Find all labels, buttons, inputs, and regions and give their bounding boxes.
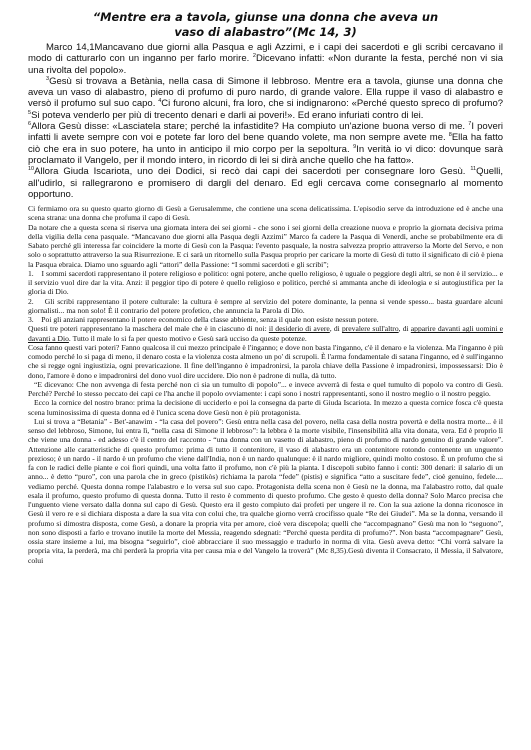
commentary-paragraph: Ci fermiamo ora su questo quarto giorno di Gesù a Gerusalemme, che contiene una scena delicatissima. L'episodio serve da introduzione ed è anche una scena strana: una donna che profuma il capo di Gesù. bbox=[28, 204, 503, 223]
verse-4: Ci furono alcuni, fra loro, che si indignarono: «Perché questo spreco di profumo? bbox=[161, 98, 504, 110]
gospel-paragraph bbox=[28, 76, 503, 121]
commentary-paragraph bbox=[28, 324, 503, 343]
list-item-text: Gli scribi rappresentano il potere culturale: la cultura è sempre al servizio del potere dominante, la penna si vende spesso... basta guardare alcuni giornalisti... ma non solo! È il contrario del potere profetico, che annuncia la Parola di Dio. bbox=[28, 296, 504, 315]
gospel-passage bbox=[28, 42, 503, 200]
verse-number: 2 bbox=[252, 53, 256, 60]
verse-number: 9 bbox=[353, 143, 357, 150]
gospel-paragraph bbox=[28, 42, 503, 76]
verse-number: 7 bbox=[468, 120, 472, 127]
list-number: 1. bbox=[28, 268, 34, 278]
commentary-paragraph: Ecco la cornice del nostro brano: prima la decisione di ucciderlo e poi la consegna da parte di Giuda Iscariota. In mezzo a questa cornice fosca c'è questa scena luminosissima di questa donna ed è l'unica scena dove Gesù non è più protagonista. bbox=[28, 398, 503, 417]
verse-number: 6 bbox=[28, 120, 32, 127]
gospel-paragraph bbox=[28, 121, 503, 166]
text-run: , di bbox=[398, 324, 411, 334]
commentary-paragraph: Lui si trova a “Betania” - Bet'-anawim - “la casa del povero”: Gesù entra nella casa del povero, nella casa della nostra povertà e della nostra morte... è il senso del lebbroso, Simone, lui entra lì, “nella casa di Simone il lebbroso”: la lebbra è la morte visibile, l'insensibilità alla vita donata, vera. Ed è proprio lì che viene una donna - ed adesso c'è il centro del racconto - “una donna con un vasetto di alabastro, pieno di profumo di nardo genuino di grande valore”. Attenzione alle caratteristiche di questo profumo: prima di tutto il contenitore, il vaso di alabastro era un contenitore rotondo contenente un unguento prezioso; è un nardo - il nardo è un profumo che viene dall'India, non è un nardo qualunque: è il nardo migliore, quindi molto costoso. È un profumo che si fa con le radici delle piante e coi fiori quindi, una volta fatto il profumo, non c'è più la pianta. I discepoli subito fanno i conti: 300 denari: il salario di un anno... è detto “puro”, con una parola che in greco (pistikòs) richiama la parola “fede” (pistis) e significa “atto a suscitare fede”, cioè genuino, fedele.... vediamo perché. Questa donna rompe l'alabastro e lo versa sul suo capo. Protagonista della scena non è Gesù ne la donna, ma l'alabastro rotto, dal quale esala il profumo, questo profumo di questa donna. Tutto il resto è commento di questo profumo. Che gesto è questo della donna? Solo Marco precisa che l'unguento viene versato dalla donna sul capo di Gesù. Questo era il gesto compiuto dai profeti per ungere il re. Con la sua azione la donna riconosce in Gesù il vero re e si dichiara disposta a dare la sua vita con colui che, tra qualche giorno verrà crocifisso quale “Re dei Giudei”. Ma se la donna, versando il profumo si dimostra disposta, come Gesù, a donare la propria vita per amore, cioè vera discepola; quelli che “accompagnano” Gesù ma non lo “seguono”, non sono disposti a farlo e trovano inutile la morte del Messia, reagendo sdegnati: “Perché questa perdita di profumo?”. Non basta “accompagnare” Gesù, ossia stare insieme a lui, ma bisogna “seguirlo”, cioè abbracciare il suo messaggio e tradurlo in norma di vita. Gesù aveva detto: “Chi vorrà salvare la propria vita, la perderà, ma chi perderà la propria vita per causa mia e del Vangelo la troverà” (Mc 8,35).Gesù diventa il Consacrato, il Messia, il Salvatore, colui bbox=[28, 416, 503, 565]
verse-number: 10 bbox=[28, 166, 35, 173]
document-title bbox=[28, 10, 503, 39]
gospel-reference: Marco 14,1 bbox=[46, 42, 95, 53]
title-line-1: “Mentre era a tavola, giunse una donna che aveva un bbox=[92, 10, 439, 24]
verse-number: 8 bbox=[448, 132, 452, 139]
verse-6: Allora Gesù disse: «Lasciatela stare; perché la infastidite? Ha compiuto un'azione buona verso di me. bbox=[31, 121, 466, 133]
list-item bbox=[28, 269, 503, 297]
commentary-paragraph: Da notare che a questa scena si riserva una giornata intera dei sei giorni - che sono i sei giorni della creazione nuova e proprio la giornata decisiva prima della vigilia della cena pasquale. “Mancavano due giorni alla Pasqua degli Azzimi” Marco fa cadere la Pasqua di Venerdì, anche se probabilmente era di Sabato perché gli interessa far coincidere la morte di Gesù con la Pasqua: l'evento pasquale, la nostra salvezza proprio attraverso la Morte del Servo, e non solo o soprattutto attraverso la sua Risurrezione. E ci sarà un ritornello sulla Pasqua proprio per caricare la morte di Gesù di tutto il significato di ciò è piena la Pasqua ebraica. Diamo uno sguardo agli “attori” della Passione: “I sommi sacerdoti e gli scribi”; bbox=[28, 222, 503, 269]
list-item-text: Poi gli anziani rappresentano il potere economico della classe abbiente, senza il quale non esiste nessun potere. bbox=[41, 315, 379, 325]
commentary-paragraph: “E dicevano: Che non avvenga di festa perché non ci sia un tumulto di popolo”... e invece avverrà di festa e quel tumulto di popolo va contro di Gesù. Perché? Perché lo stesso peccato dei capi ce l'ha anche il popolo ovviamente: i capi sono i nostri rappresentanti, sono il nostro meglio o il nostro peggio. bbox=[28, 379, 503, 399]
verse-11: Quelli, all'udirlo, si rallegrarono e promisero di dargli del denaro. Ed egli cercava come consegnarlo al momento opportuno. bbox=[28, 166, 503, 200]
underlined-phrase: prevalere sull'altro bbox=[341, 324, 399, 334]
verse-5: Si poteva venderlo per più di trecento denari e darli ai poveri!». Ed erano infuriati contro di lei. bbox=[31, 109, 424, 121]
underlined-phrase: apparire davanti agli uomini e davanti a Dio bbox=[28, 324, 503, 343]
verse-number: 5 bbox=[28, 109, 32, 116]
verse-8: Ella ha fatto ciò che era in suo potere, ha unto in anticipo il mio corpo per la sepoltura. bbox=[28, 132, 504, 155]
verse-3: Gesù si trovava a Betània, nella casa di Simone il lebbroso. Mentre era a tavola, giunse una donna che aveva un vaso di alabastro, pieno di profumo di puro nardo, di grande valore. Ella ruppe il vaso di alabastro e versò il profumo sul suo capo. bbox=[28, 75, 503, 110]
verse-10: Allora Giuda Iscariota, uno dei Dodici, si recò dai capi dei sacerdoti per consegnare loro Gesù. bbox=[34, 166, 466, 178]
verse-number: 3 bbox=[46, 75, 50, 82]
text-run: . Tutto il male lo si fa per questo motivo e Gesù sarà ucciso da queste potenze. bbox=[68, 333, 307, 343]
commentary bbox=[28, 204, 503, 565]
list-number: 2. bbox=[28, 296, 34, 306]
list-item bbox=[28, 297, 503, 316]
verse-9: In verità io vi dico: dovunque sarà proclamato il Vangelo, per il mondo intero, in ricordo di lei si dirà anche quello che ha fatto». bbox=[28, 143, 504, 166]
text-run: Questi tre poteri rappresentano la maschera del male che è in ciascuno di noi: bbox=[28, 324, 269, 334]
list-item bbox=[28, 315, 503, 324]
title-line-2: vaso di alabastro”(Mc 14, 3) bbox=[174, 24, 357, 39]
list-number: 3. bbox=[28, 315, 34, 325]
underlined-phrase: il desiderio di avere bbox=[268, 324, 330, 334]
verse-2: Dicevano infatti: «Non durante la festa, perché non vi sia una rivolta del popolo». bbox=[28, 53, 504, 76]
gospel-paragraph bbox=[28, 166, 503, 200]
verse-1: Mancavano due giorni alla Pasqua e agli Azzimi, e i capi dei sacerdoti e gli scribi cercavano il modo di catturarlo con un inganno per farlo morire. bbox=[28, 42, 503, 65]
verse-number: 11 bbox=[470, 166, 477, 173]
verse-number: 4 bbox=[158, 98, 162, 105]
verse-7: I poveri infatti li avete sempre con voi e potete far loro del bene quando volete, ma non sempre avete me. bbox=[28, 121, 504, 144]
commentary-paragraph: Cosa fanno questi vari poteri? Fanno qualcosa il cui mezzo principale è l'inganno; e dove non basta l'inganno, c'è il denaro e la violenza. Ma l'inganno è più comodo perché lo si paga di meno, il denaro costa e la violenza costa almeno un po' di scrupoli. È l'arma fondamentale di satana l'inganno, ed è sull'inganno che si regge ogni ingiustizia, ogni prevaricazione. Il fine dell'inganno è impadronirsi, la parola chiave della Passione è impadronirsi, impossessarsi: Dio è dono, l'amore è dono e impadronirsi del dono vuol dire uccidere. Dio non è padrone di nulla, dà tutto. bbox=[28, 342, 503, 380]
list-item-text: I sommi sacerdoti rappresentano il potere religioso e politico: ogni potere, anche quello religioso, è uguale o peggiore degli altri, se non è il servizio... e il servizio vuol dire dar la vita. Anzi: il peggior tipo di potere è quello religioso e politico, perché si ammanta anche di ideologia e si autogiustifica per la gloria di Dio. bbox=[28, 268, 503, 297]
text-run: , di bbox=[329, 324, 342, 334]
